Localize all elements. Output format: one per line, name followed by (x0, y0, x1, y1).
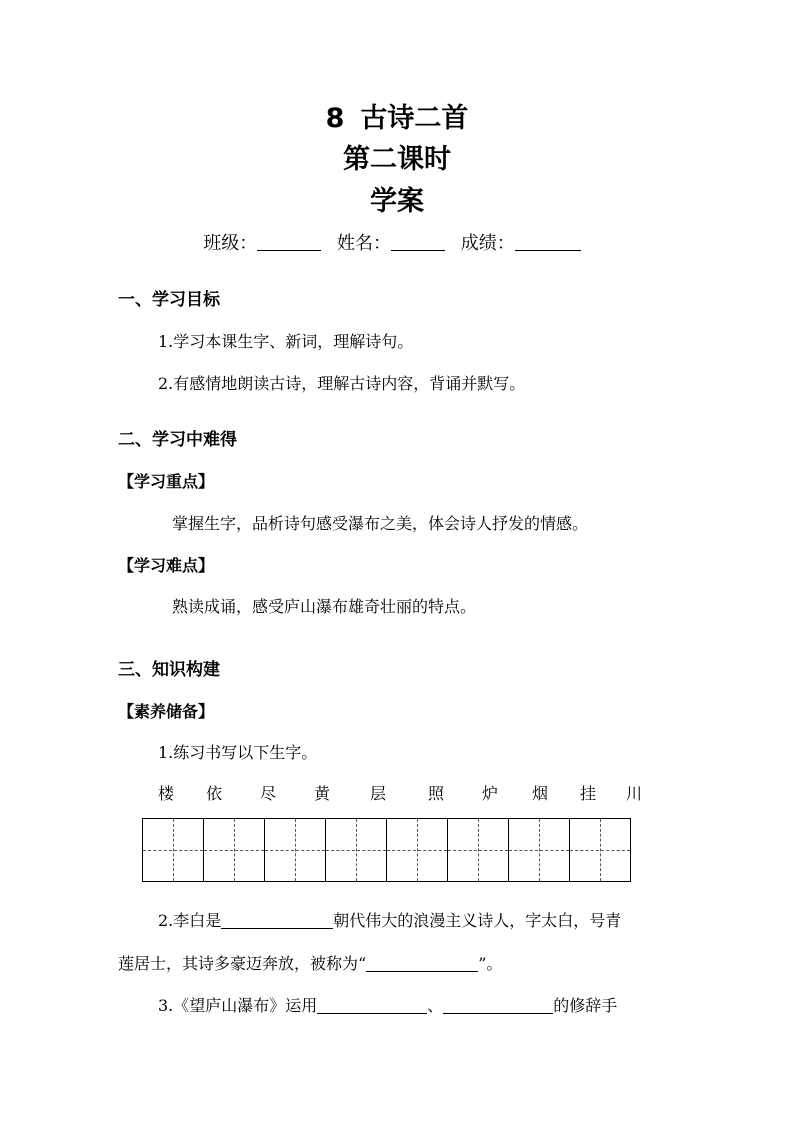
question-1: 1.练习书写以下生字。 (158, 743, 318, 762)
goal-item-1: 1.学习本课生字、新词，理解诗句。 (158, 332, 414, 351)
section-heading-difficulties: 二、学习中难得 (118, 430, 237, 450)
score-label: 成绩： (460, 233, 515, 254)
student-info-row (0, 232, 794, 256)
q3-blank-1[interactable] (317, 995, 427, 1014)
question-3-line-1 (158, 995, 617, 1017)
page-title (0, 103, 794, 135)
q2-part-b: 朝代伟大的浪漫主义诗人，字太白，号青 (333, 911, 622, 930)
writing-cell[interactable] (447, 818, 509, 882)
difficulty-label: 【学习难点】 (118, 556, 215, 575)
question-2-line-1 (158, 910, 621, 932)
difficulty-text: 熟读成诵，感受庐山瀑布雄奇壮丽的特点。 (172, 597, 477, 616)
q3-part-a: 3.《望庐山瀑布》运用 (158, 996, 318, 1015)
focus-label: 【学习重点】 (118, 472, 215, 491)
lesson-number: 8 (325, 103, 345, 134)
char-item: 挂 (579, 784, 596, 803)
q2-part-c: 莲居士，其诗多豪迈奔放，被称为“ (118, 954, 367, 973)
section-heading-knowledge: 三、知识构建 (118, 660, 220, 680)
q3-part-b: 、 (427, 996, 444, 1015)
char-item: 照 (427, 784, 444, 803)
char-item: 川 (625, 784, 642, 803)
writing-cell[interactable] (508, 818, 570, 882)
lesson-period: 第二课时 (343, 144, 451, 175)
name-label: 姓名： (337, 233, 391, 254)
char-item: 依 (205, 784, 222, 803)
writing-cell[interactable] (569, 818, 631, 882)
writing-cell[interactable] (386, 818, 448, 882)
char-item: 炉 (481, 784, 498, 803)
char-item: 烟 (531, 784, 548, 803)
goal-item-2: 2.有感情地朗读古诗，理解古诗内容，背诵并默写。 (158, 374, 526, 393)
score-field[interactable] (515, 232, 581, 251)
writing-cell[interactable] (142, 818, 204, 882)
class-label: 班级： (203, 233, 258, 254)
writing-cell[interactable] (203, 818, 265, 882)
name-field[interactable] (391, 232, 445, 251)
q3-blank-2[interactable] (443, 995, 553, 1014)
section-heading-goals: 一、学习目标 (118, 290, 220, 310)
focus-text: 掌握生字，品析诗句感受瀑布之美，体会诗人抒发的情感。 (172, 514, 589, 533)
char-item: 楼 (157, 784, 174, 803)
char-item: 黄 (313, 784, 330, 803)
lesson-title: 古诗二首 (360, 103, 469, 134)
char-item: 层 (369, 784, 386, 803)
q2-part-a: 2.李白是 (158, 911, 222, 930)
q3-part-c: 的修辞手 (553, 996, 618, 1015)
reserve-label: 【素养储备】 (118, 702, 215, 721)
doc-type: 学案 (370, 186, 424, 217)
q2-part-d: ”。 (478, 954, 503, 973)
q2-blank-title[interactable] (366, 953, 478, 972)
writing-grid (142, 818, 638, 882)
char-item: 尽 (259, 784, 276, 803)
question-2-line-2 (118, 953, 502, 975)
q2-blank-dynasty[interactable] (221, 910, 333, 929)
writing-cell[interactable] (325, 818, 387, 882)
character-list (142, 783, 642, 807)
writing-cell[interactable] (264, 818, 326, 882)
class-field[interactable] (257, 232, 321, 251)
